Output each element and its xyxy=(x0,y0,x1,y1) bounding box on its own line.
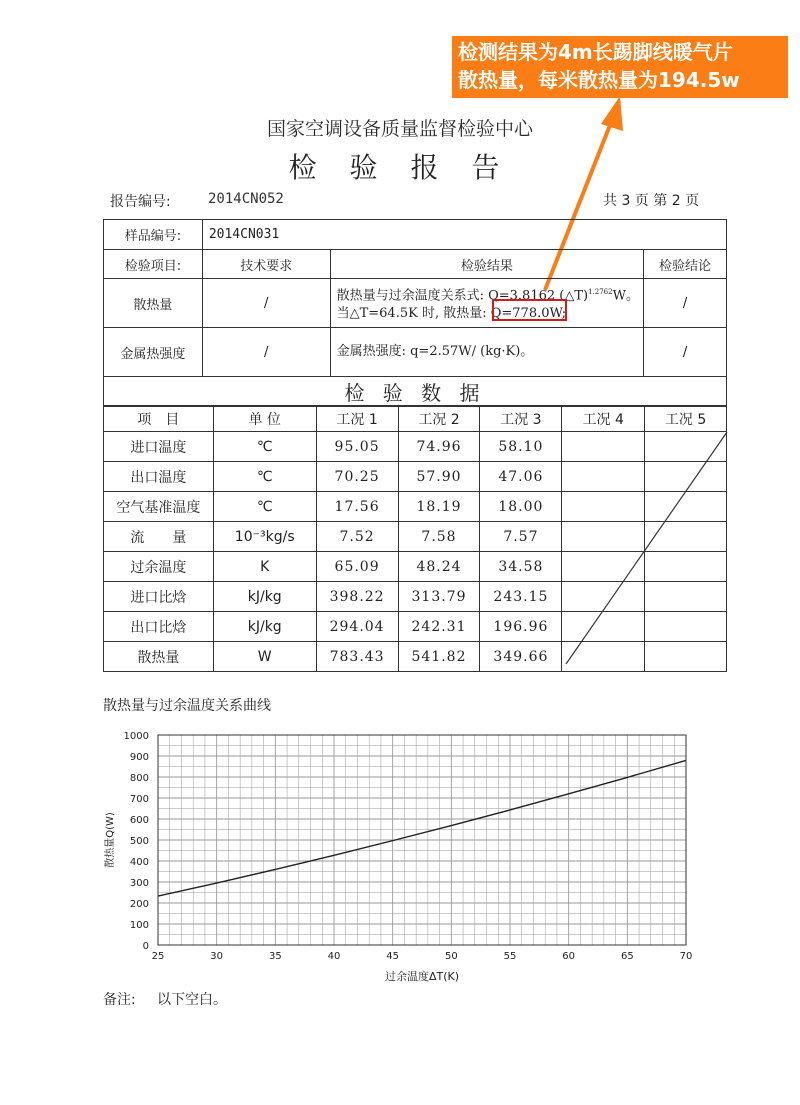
result-condition: 当△T=64.5K 时, 散热量: xyxy=(336,306,487,322)
row-case-3: 7.57 xyxy=(480,522,562,552)
row-case-2: 18.19 xyxy=(398,492,480,522)
row-case-2: 74.96 xyxy=(398,432,480,462)
row-item: 流 量 xyxy=(104,522,214,552)
col-case-3: 工况 3 xyxy=(480,406,562,432)
report-number-label: 报告编号: xyxy=(110,194,171,210)
row-case-3: 18.00 xyxy=(480,492,562,522)
x-tick-label: 55 xyxy=(503,951,517,962)
page-title: 检 验 报 告 xyxy=(288,151,512,184)
y-tick-label: 0 xyxy=(142,941,149,952)
row-unit: ℃ xyxy=(213,432,316,462)
y-tick-label: 200 xyxy=(129,899,149,910)
y-tick-label: 100 xyxy=(129,920,149,931)
callout-line-2: 散热量，每米散热量为194.5w xyxy=(458,68,740,92)
row-unit: W xyxy=(213,642,316,672)
header-item: 检验项目: xyxy=(104,250,203,279)
sample-number: 2014CN031 xyxy=(202,220,726,250)
row-case-1: 95.05 xyxy=(316,432,398,462)
y-tick-label: 600 xyxy=(129,815,149,826)
row-case-2: 7.58 xyxy=(398,522,480,552)
row-unit: ℃ xyxy=(213,462,316,492)
row-unit: kJ/kg xyxy=(213,612,316,642)
row-case-2: 57.90 xyxy=(398,462,480,492)
row-case-1: 17.56 xyxy=(316,492,398,522)
x-tick-label: 70 xyxy=(679,951,693,962)
row-case-2: 541.82 xyxy=(398,642,480,672)
x-tick-label: 65 xyxy=(620,951,634,962)
chart-title: 散热量与过余温度关系曲线 xyxy=(103,698,271,714)
row-case-3: 58.10 xyxy=(480,432,562,462)
organization-name: 国家空调设备质量监督检验中心 xyxy=(266,118,533,140)
row-case-1: 783.43 xyxy=(316,642,398,672)
x-tick-label: 30 xyxy=(210,951,224,962)
row-unit: ℃ xyxy=(213,492,316,522)
header-requirement: 技术要求 xyxy=(202,250,330,279)
row-case-3: 47.06 xyxy=(480,462,562,492)
row-case-1: 294.04 xyxy=(316,612,398,642)
row-metal-heat-req: / xyxy=(202,328,330,377)
row-metal-heat-item: 金属热强度 xyxy=(104,328,203,377)
x-tick-label: 25 xyxy=(151,951,165,962)
x-tick-label: 40 xyxy=(327,951,341,962)
header-result: 检验结果 xyxy=(330,250,644,279)
remark-value: 以下空白。 xyxy=(157,992,227,1008)
y-tick-label: 1000 xyxy=(123,731,149,742)
row-case-2: 48.24 xyxy=(398,552,480,582)
row-case-3: 349.66 xyxy=(480,642,562,672)
row-unit: K xyxy=(213,552,316,582)
header-conclusion: 检验结论 xyxy=(644,250,727,279)
row-heat-output-conclusion: / xyxy=(644,279,727,328)
data-section-title: 检 验 数 据 xyxy=(104,377,727,407)
result-formula: 散热量与过余温度关系式: Q=3.8162 (△T) xyxy=(336,288,589,304)
row-item: 过余温度 xyxy=(104,552,214,582)
y-tick-label: 400 xyxy=(129,857,149,868)
row-item: 出口温度 xyxy=(104,462,214,492)
x-tick-label: 35 xyxy=(268,951,282,962)
row-unit: 10⁻³kg/s xyxy=(213,522,316,552)
row-case-1: 398.22 xyxy=(316,582,398,612)
row-metal-heat-result: 金属热强度: q=2.57W/ (kg·K)。 xyxy=(330,328,644,377)
remark-label: 备注: xyxy=(103,992,136,1008)
row-case-1: 65.09 xyxy=(316,552,398,582)
result-unit: W。 xyxy=(612,288,639,304)
row-item: 空气基准温度 xyxy=(104,492,214,522)
result-exponent: 1.2762 xyxy=(588,287,613,296)
row-case-3: 243.15 xyxy=(480,582,562,612)
y-tick-label: 900 xyxy=(129,752,149,763)
row-case-2: 242.31 xyxy=(398,612,480,642)
col-case-5: 工况 5 xyxy=(645,406,727,432)
page-count: 共 3 页 第 2 页 xyxy=(603,193,700,209)
col-item: 项 目 xyxy=(104,406,214,432)
x-axis-label: 过余温度ΔT(K) xyxy=(384,970,460,983)
result-heat-value: Q=778.0W; xyxy=(490,306,567,322)
row-metal-heat-conclusion: / xyxy=(644,328,727,377)
row-heat-output-req: / xyxy=(202,279,330,328)
y-tick-label: 700 xyxy=(129,794,149,805)
row-case-1: 7.52 xyxy=(316,522,398,552)
row-item: 出口比焓 xyxy=(104,612,214,642)
row-item: 散热量 xyxy=(104,642,214,672)
x-tick-label: 45 xyxy=(386,951,400,962)
x-tick-label: 60 xyxy=(562,951,576,962)
series-line xyxy=(158,760,686,896)
row-case-3: 196.96 xyxy=(480,612,562,642)
y-tick-label: 300 xyxy=(129,878,149,889)
row-item: 进口温度 xyxy=(104,432,214,462)
col-case-1: 工况 1 xyxy=(316,406,398,432)
report-number: 2014CN052 xyxy=(208,191,284,207)
col-case-2: 工况 2 xyxy=(398,406,480,432)
col-unit: 单 位 xyxy=(213,406,316,432)
y-tick-label: 500 xyxy=(129,836,149,847)
row-case-2: 313.79 xyxy=(398,582,480,612)
row-heat-output-item: 散热量 xyxy=(104,279,203,328)
row-unit: kJ/kg xyxy=(213,582,316,612)
col-case-4: 工况 4 xyxy=(562,406,645,432)
sample-number-label: 样品编号: xyxy=(104,220,203,250)
row-case-1: 70.25 xyxy=(316,462,398,492)
x-tick-label: 50 xyxy=(444,951,458,962)
row-case-3: 34.58 xyxy=(480,552,562,582)
row-item: 进口比焓 xyxy=(104,582,214,612)
y-tick-label: 800 xyxy=(129,773,149,784)
y-axis-label: 散热量Q(W) xyxy=(105,812,116,868)
callout-line-1: 检测结果为4m长踢脚线暖气片 xyxy=(458,40,733,64)
